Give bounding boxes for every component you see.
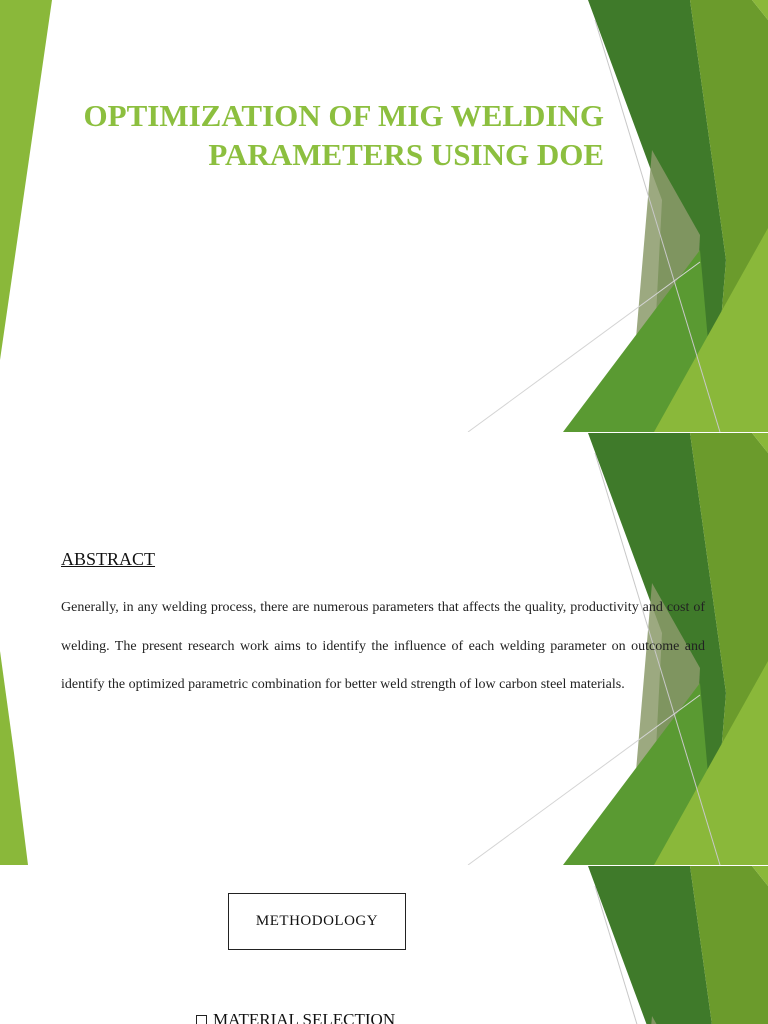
abstract-heading: ABSTRACT xyxy=(61,549,156,569)
abstract-body: Generally, in any welding process, there are numerous parameters that affects the quality, productivity and cost of welding. The present research work aims to identify the influence of each welding parameter on outcome and identify the optimized parametric combination for better weld strength of low carbon steel materials. xyxy=(61,600,705,693)
title-line-2: PARAMETERS USING DOE xyxy=(208,137,604,172)
slide-title-text xyxy=(44,96,604,174)
slide-title xyxy=(0,0,768,432)
left-sliver xyxy=(0,0,52,360)
green-facet-decoration xyxy=(0,0,768,432)
title-line-1: OPTIMIZATION OF MIG WELDING xyxy=(83,98,604,133)
methodology-box xyxy=(228,893,406,950)
checkbox-bullet-icon xyxy=(196,1015,207,1024)
left-sliver xyxy=(0,651,28,865)
bullet-label: MATERIAL SELECTION xyxy=(213,1010,396,1024)
slide-abstract xyxy=(0,433,768,865)
bullet-item xyxy=(196,1010,395,1024)
slide-methodology xyxy=(0,866,768,1024)
methodology-label: METHODOLOGY xyxy=(255,913,379,929)
